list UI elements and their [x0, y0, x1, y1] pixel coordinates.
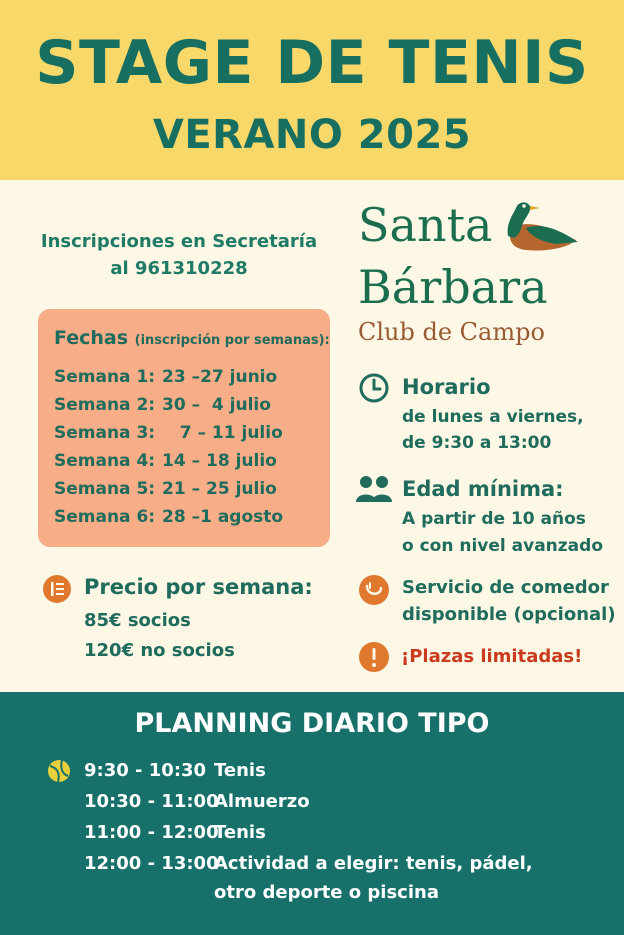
planning-section	[0, 692, 624, 935]
edad-title: Edad mínima:	[402, 477, 564, 501]
edad-line2: o con nivel avanzado	[402, 536, 604, 556]
logo-barbara: Bárbara	[358, 260, 548, 314]
dining-icon	[358, 574, 390, 606]
precio-no-socios: 120€ no socios	[84, 640, 235, 661]
page-title: STAGE DE TENIS	[35, 28, 589, 98]
week-row: Semana 6: 28 –1 agosto	[54, 507, 284, 527]
people-icon	[356, 474, 392, 502]
inscripciones-info	[14, 228, 344, 282]
week-row: Semana 3: 7 – 11 julio	[54, 423, 283, 443]
fechas-note: (inscripción por semanas):	[134, 333, 330, 348]
planning-row-continuation: otro deporte o piscina	[214, 882, 439, 903]
fechas-title	[54, 327, 330, 349]
horario-hours: de 9:30 a 13:00	[402, 433, 552, 453]
fechas-label: Fechas	[54, 327, 129, 349]
planning-row: 10:30 - 11:00Almuerzo	[84, 791, 310, 812]
precio-socios: 85€ socios	[84, 610, 191, 631]
comedor-line1: Servicio de comedor	[402, 577, 609, 598]
planning-row: 12:00 - 13:00Actividad a elegir: tenis, pádel,	[84, 853, 533, 874]
week-row: Semana 5: 21 – 25 julio	[54, 479, 277, 499]
tennis-ball-icon	[46, 758, 72, 784]
week-row: Semana 1: 23 –27 junio	[54, 367, 278, 387]
logo-club-de-campo: Club de Campo	[358, 318, 545, 346]
duck-icon	[496, 196, 582, 256]
inscripciones-line1: Inscripciones en Secretaría	[40, 231, 318, 252]
week-row: Semana 4: 14 – 18 julio	[54, 451, 277, 471]
horario-title: Horario	[402, 375, 491, 399]
comedor-line2: disponible (opcional)	[402, 604, 616, 625]
week-row: Semana 2: 30 – 4 julio	[54, 395, 271, 415]
planning-title: PLANNING DIARIO TIPO	[134, 708, 490, 739]
page-subtitle: VERANO 2025	[152, 112, 472, 158]
edad-line1: A partir de 10 años	[402, 509, 586, 529]
planning-row: 9:30 - 10:30 Tenis	[84, 760, 266, 781]
logo-santa: Santa	[358, 198, 493, 252]
inscripciones-phone: al 961310228	[110, 258, 248, 279]
fechas-box	[38, 309, 330, 547]
price-list-icon	[42, 574, 72, 604]
clock-icon	[358, 372, 390, 404]
warning-icon	[358, 641, 390, 673]
planning-row: 11:00 - 12:00Tenis	[84, 822, 266, 843]
horario-days: de lunes a viernes,	[402, 407, 584, 427]
precio-title: Precio por semana:	[84, 575, 313, 599]
plazas-limitadas: ¡Plazas limitadas!	[401, 646, 583, 667]
header-banner	[0, 0, 624, 180]
